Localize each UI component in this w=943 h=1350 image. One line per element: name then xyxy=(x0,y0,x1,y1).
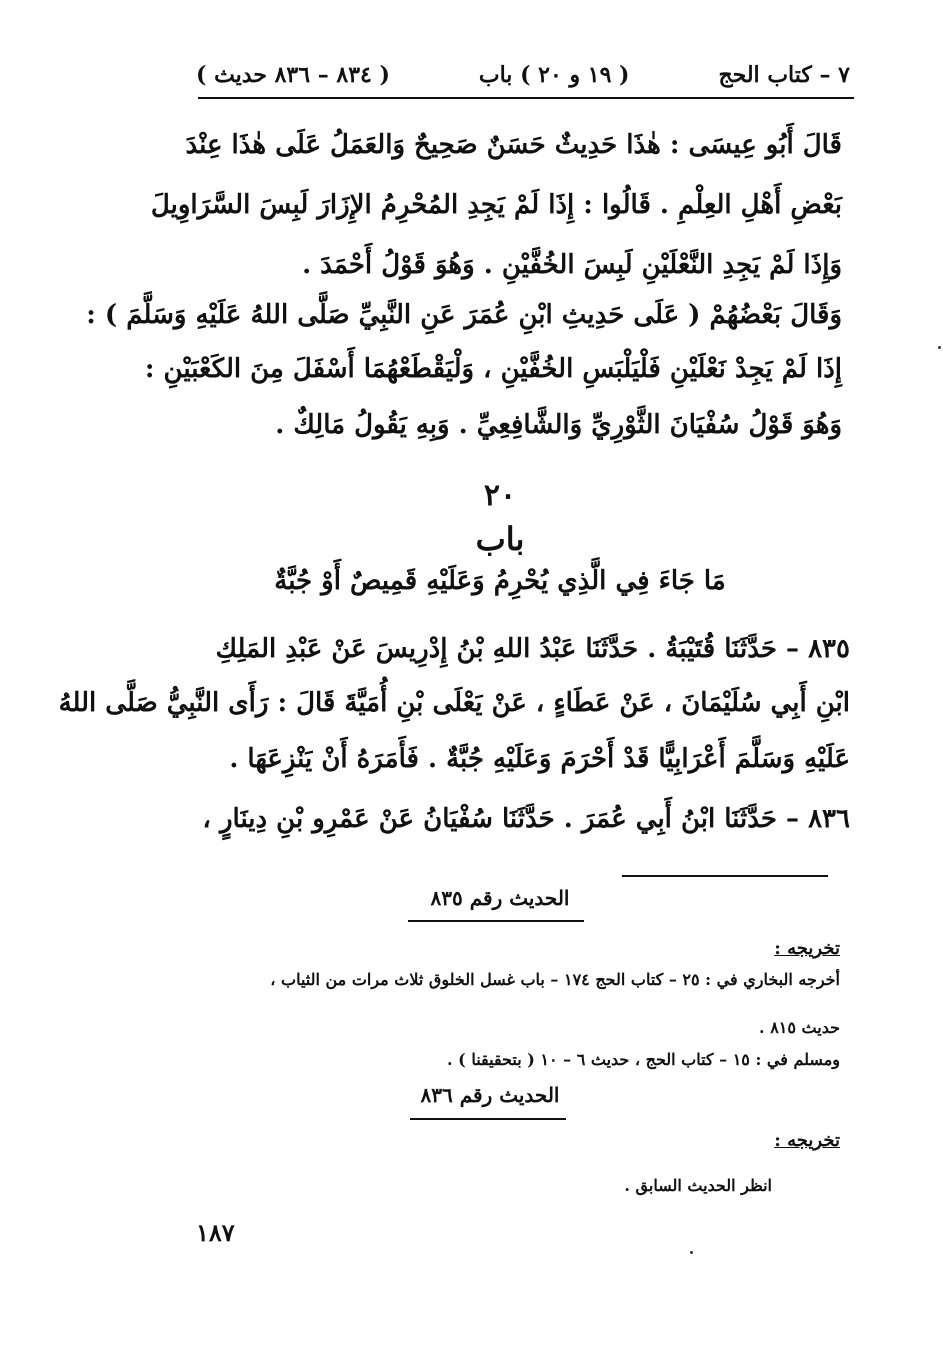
footnote-line: ومسلم في : ١٥ – كتاب الحج ، حديث ٦ – ١٠ ( بتحقيقنا ) . xyxy=(447,1050,840,1069)
footnote-line: انظر الحديث السابق . xyxy=(624,1176,772,1195)
text-line: وَقَالَ بَعْضُهُمْ ( عَلَى حَدِيثِ ابْنِ عُمَرَ عَنِ النَّبِيِّ صَلَّى اللهُ عَلَيْهِ وَسَلَّمَ ) : xyxy=(86,300,842,330)
hadith-836 xyxy=(150,800,850,850)
hadith-835 xyxy=(58,630,850,790)
text-line: وَإِذَا لَمْ يَجِدِ النَّعْلَيْنِ لَبِسَ الخُفَّيْنِ . وَهُوَ قَوْلُ أَحْمَدَ . xyxy=(302,250,842,280)
text-line: ٨٣٦ – حَدَّثَنَا ابْنُ أَبِي عُمَرَ . حَدَّثَنَا سُفْيَانُ عَنْ عَمْرِو بْنِ دِينَارٍ ، xyxy=(202,804,850,834)
header-chapter: ٧ – كتاب الحج xyxy=(718,62,850,88)
chapter-number: ٢٠ xyxy=(483,478,517,513)
footnote-heading-underline xyxy=(408,920,584,922)
header-bab: ( ١٩ و ٢٠ ) باب xyxy=(478,62,630,88)
footnote-heading-underline xyxy=(410,1118,566,1120)
scan-speck xyxy=(938,346,941,349)
takhrij-label: تخريجه : xyxy=(774,938,840,959)
footnote-heading-835: الحديث رقم ٨٣٥ xyxy=(430,886,570,910)
text-line: وَهُوَ قَوْلُ سُفْيَانَ الثَّوْرِيِّ وَالشَّافِعِيِّ . وَبِهِ يَقُولُ مَالِكٌ . xyxy=(275,410,842,440)
text-line: إِذَا لَمْ يَجِدْ نَعْلَيْنِ فَلْيَلْبَسِ الخُفَّيْنِ ، وَلْيَقْطَعْهُمَا أَسْفَلَ مِنَ الكَعْبَيْنِ : xyxy=(144,354,842,384)
header-hadith-range: ( ٨٣٤ – ٨٣٦ حديث ) xyxy=(196,62,390,88)
text-line: ٨٣٥ – حَدَّثَنَا قُتَيْبَةُ . حَدَّثَنَا عَبْدُ اللهِ بْنُ إِدْرِيسَ عَنْ عَبْدِ المَلِكِ xyxy=(215,634,850,664)
header-rule xyxy=(198,97,854,99)
footnote-separator xyxy=(622,875,828,877)
running-header xyxy=(196,58,850,92)
scan-speck xyxy=(690,1251,693,1254)
page-number: ١٨٧ xyxy=(196,1218,235,1247)
footnote-heading-836: الحديث رقم ٨٣٦ xyxy=(420,1083,560,1107)
chapter-title: مَا جَاءَ فِي الَّذِي يُحْرِمُ وَعَلَيْهِ قَمِيصٌ أَوْ جُبَّةٌ xyxy=(274,566,726,596)
text-line: ابْنِ أَبِي سُلَيْمَانَ ، عَنْ عَطَاءٍ ، عَنْ يَعْلَى بْنِ أُمَيَّةَ قَالَ : رَأَى النَّبِيُّ صَلَّى اللهُ xyxy=(58,688,850,718)
text-line: بَعْضِ أَهْلِ العِلْمِ . قَالُوا : إِذَا لَمْ يَجِدِ المُحْرِمُ الإِزَارَ لَبِسَ السَّرَاوِيلَ xyxy=(150,190,842,220)
footnote-line: حديث ٨١٥ . xyxy=(759,1018,840,1037)
commentary-paragraph-1 xyxy=(150,128,842,298)
commentary-paragraph-2 xyxy=(86,298,842,448)
text-line: عَلَيْهِ وَسَلَّمَ أَعْرَابِيًّا قَدْ أَحْرَمَ وَعَلَيْهِ جُبَّةٌ . فَأَمَرَهُ أَنْ يَنْزِعَهَا . xyxy=(229,744,850,774)
takhrij-label: تخريجه : xyxy=(774,1130,840,1151)
text-line: قَالَ أَبُو عِيسَى : هٰذَا حَدِيثٌ حَسَنٌ صَحِيحٌ وَالعَمَلُ عَلَى هٰذَا عِنْدَ xyxy=(185,130,842,160)
footnote-line: أخرجه البخاري في : ٢٥ – كتاب الحج ١٧٤ – باب غسل الخلوق ثلاث مرات من الثياب ، xyxy=(270,970,840,989)
chapter-word: باب xyxy=(475,520,525,558)
